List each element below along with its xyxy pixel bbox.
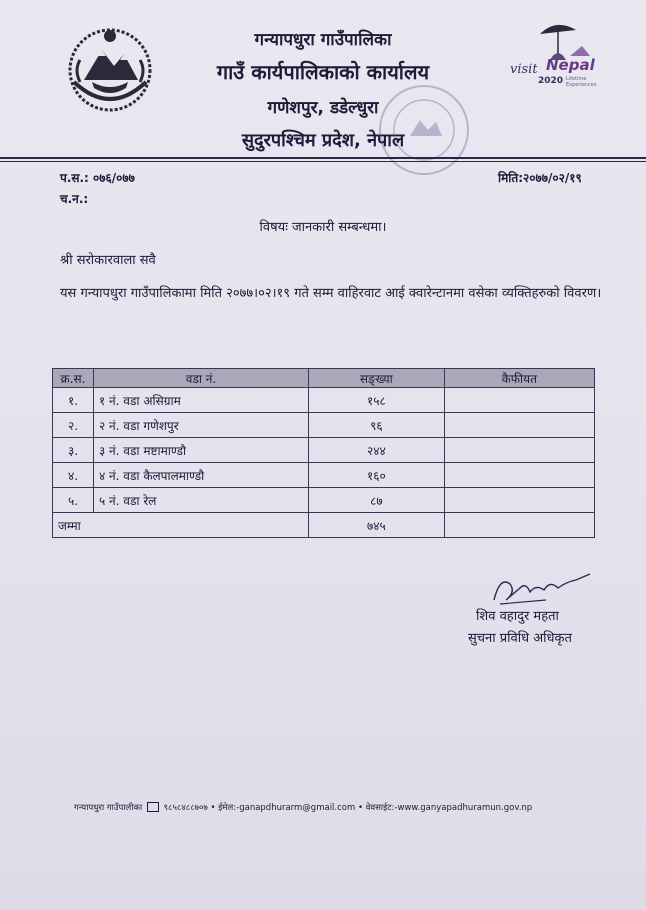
footer-email: • ईमेल:-ganapdhurarm@gmail.com: [210, 803, 356, 813]
nepal-logo-text: Nepal: [546, 56, 595, 74]
quarantine-table: [52, 368, 595, 538]
cell-serial: १.: [53, 388, 94, 413]
total-value: ७४५: [309, 513, 444, 538]
letter-footer: [74, 802, 532, 813]
office-address: गणेशपुर, डडेल्धुरा: [267, 98, 379, 118]
cell-count: ८७: [309, 488, 444, 513]
logo-tagline: Lifetime Experiences: [566, 76, 597, 88]
cell-ward: ५ नं. वडा रेल: [93, 488, 308, 513]
signatory-name: शिव वहादुर महता: [476, 609, 559, 624]
letter-date: मिति:२०७७/०२/१९: [498, 171, 582, 185]
header-remarks: कैफीयत: [444, 369, 594, 388]
dispatch-number: च.न.:: [60, 192, 89, 206]
cell-count: १६०: [309, 463, 444, 488]
total-label: जम्मा: [53, 513, 309, 538]
office-stamp-icon: [376, 82, 472, 178]
cell-remarks: [444, 488, 594, 513]
header-count: सङ्ख्या: [309, 369, 444, 388]
cell-ward: ३ नं. वडा मष्टामाण्डौ: [93, 438, 308, 463]
table-header-row: [53, 369, 595, 388]
logo-year: 2020: [538, 76, 564, 86]
cell-remarks: [444, 463, 594, 488]
cell-count: ९६: [309, 413, 444, 438]
table-row: [53, 438, 595, 463]
table-total-row: [53, 513, 595, 538]
cell-remarks: [444, 413, 594, 438]
letter-subject: विषयः जानकारी सम्बन्धमा।: [259, 220, 387, 235]
municipality-name: गन्यापधुरा गाउँपालिका: [254, 30, 392, 50]
header-divider: [0, 157, 646, 159]
total-remarks: [444, 513, 594, 538]
cell-serial: ५.: [53, 488, 94, 513]
footer-phone: ९८५८४८८७०७: [163, 803, 208, 813]
phone-icon: [147, 802, 159, 812]
cell-serial: ३.: [53, 438, 94, 463]
header-serial: क्र.स.: [53, 369, 94, 388]
header-divider-thin: [0, 161, 646, 162]
visit-logo-text: visit: [510, 62, 538, 77]
signatory-title: सुचना प्रविधि अधिकृत: [468, 631, 572, 646]
cell-remarks: [444, 388, 594, 413]
letter-body: यस गन्यापधुरा गाउँपालिकामा मिति २०७७।०२।१९ गते सम्म वाहिरवाट आई क्वारेन्टानमा वसेका व्यक्तिहरुको विवरण।: [60, 286, 602, 301]
cell-serial: ४.: [53, 463, 94, 488]
header-ward: वडा नं.: [93, 369, 308, 388]
table-row: [53, 413, 595, 438]
table-row: [53, 488, 595, 513]
footer-org: गन्यापधुरा गाउँपालीका: [74, 803, 143, 813]
cell-remarks: [444, 438, 594, 463]
cell-count: २४४: [309, 438, 444, 463]
office-name: गाउँ कार्यपालिकाको कार्यालय: [216, 60, 430, 84]
salutation: श्री सरोकारवाला सवै: [60, 253, 156, 268]
table-row: [53, 388, 595, 413]
cell-ward: २ नं. वडा गणेशपुर: [93, 413, 308, 438]
footer-website: • वेवसाईट:-www.ganyapadhuramun.gov.np: [357, 803, 533, 813]
cell-count: १५८: [309, 388, 444, 413]
reference-number: प.स.: ०७६/०७७: [60, 171, 135, 185]
cell-ward: १ नं. वडा असिग्राम: [93, 388, 308, 413]
province-name: सुदुरपश्चिम प्रदेश, नेपाल: [241, 130, 405, 151]
cell-serial: २.: [53, 413, 94, 438]
cell-ward: ४ नं. वडा कैलपालमाण्डौ: [93, 463, 308, 488]
table-row: [53, 463, 595, 488]
